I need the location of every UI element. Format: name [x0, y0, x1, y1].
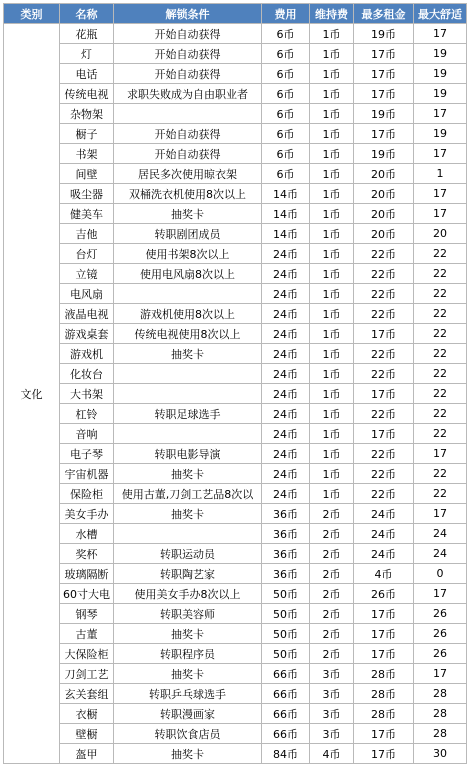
cost-cell: 6币 [262, 44, 310, 64]
max-rent-cell: 17币 [354, 424, 414, 444]
max-comfort-cell: 28 [414, 724, 467, 744]
category-cell: 文化 [4, 24, 60, 764]
max-comfort-cell: 24 [414, 544, 467, 564]
item-name-cell: 盔甲 [60, 744, 114, 764]
table-row [4, 684, 467, 704]
max-comfort-cell: 1 [414, 164, 467, 184]
cost-cell: 66币 [262, 704, 310, 724]
upkeep-cell: 1币 [310, 164, 354, 184]
table-row [4, 384, 467, 404]
unlock-condition-cell: 抽奖卡 [114, 204, 262, 224]
max-rent-cell: 20币 [354, 204, 414, 224]
upkeep-cell: 3币 [310, 724, 354, 744]
table-row [4, 484, 467, 504]
upkeep-cell: 2币 [310, 644, 354, 664]
unlock-condition-cell [114, 424, 262, 444]
table-row [4, 584, 467, 604]
max-comfort-cell: 17 [414, 504, 467, 524]
max-rent-cell: 22币 [354, 264, 414, 284]
max-rent-cell: 22币 [354, 484, 414, 504]
max-comfort-cell: 19 [414, 44, 467, 64]
item-name-cell: 化妆台 [60, 364, 114, 384]
item-name-cell: 玻璃隔断 [60, 564, 114, 584]
max-comfort-cell: 22 [414, 424, 467, 444]
cost-cell: 24币 [262, 264, 310, 284]
table-row [4, 84, 467, 104]
item-name-cell: 立镜 [60, 264, 114, 284]
item-name-cell: 美女手办 [60, 504, 114, 524]
max-comfort-cell: 22 [414, 324, 467, 344]
upkeep-cell: 1币 [310, 64, 354, 84]
max-rent-cell: 28币 [354, 704, 414, 724]
table-row [4, 264, 467, 284]
table-row [4, 304, 467, 324]
max-rent-cell: 22币 [354, 244, 414, 264]
unlock-condition-cell: 转职漫画家 [114, 704, 262, 724]
max-rent-cell: 22币 [354, 344, 414, 364]
table-row [4, 244, 467, 264]
upkeep-cell: 1币 [310, 344, 354, 364]
max-comfort-cell: 19 [414, 64, 467, 84]
cost-cell: 84币 [262, 744, 310, 764]
header-max-comfort: 最大舒适 [414, 4, 467, 24]
item-name-cell: 奖杯 [60, 544, 114, 564]
cost-cell: 24币 [262, 444, 310, 464]
max-comfort-cell: 17 [414, 144, 467, 164]
max-rent-cell: 22币 [354, 444, 414, 464]
cost-cell: 24币 [262, 344, 310, 364]
max-rent-cell: 17币 [354, 644, 414, 664]
cost-cell: 66币 [262, 664, 310, 684]
max-rent-cell: 26币 [354, 584, 414, 604]
cost-cell: 14币 [262, 204, 310, 224]
upkeep-cell: 1币 [310, 444, 354, 464]
cost-cell: 36币 [262, 504, 310, 524]
upkeep-cell: 1币 [310, 124, 354, 144]
max-comfort-cell: 20 [414, 224, 467, 244]
item-name-cell: 杠铃 [60, 404, 114, 424]
item-name-cell: 液晶电视 [60, 304, 114, 324]
upkeep-cell: 1币 [310, 244, 354, 264]
table-row [4, 464, 467, 484]
item-name-cell: 宇宙机器 [60, 464, 114, 484]
cost-cell: 50币 [262, 644, 310, 664]
unlock-condition-cell: 转职运动员 [114, 544, 262, 564]
max-comfort-cell: 26 [414, 624, 467, 644]
cost-cell: 6币 [262, 144, 310, 164]
upkeep-cell: 1币 [310, 464, 354, 484]
upkeep-cell: 1币 [310, 384, 354, 404]
item-name-cell: 钢琴 [60, 604, 114, 624]
upkeep-cell: 2币 [310, 544, 354, 564]
upkeep-cell: 1币 [310, 424, 354, 444]
item-name-cell: 书架 [60, 144, 114, 164]
table-row [4, 604, 467, 624]
upkeep-cell: 1币 [310, 364, 354, 384]
max-comfort-cell: 22 [414, 404, 467, 424]
unlock-condition-cell: 转职剧团成员 [114, 224, 262, 244]
table-row [4, 724, 467, 744]
item-name-cell: 60寸大电 [60, 584, 114, 604]
item-name-cell: 保险柜 [60, 484, 114, 504]
unlock-condition-cell: 抽奖卡 [114, 344, 262, 364]
item-name-cell: 水槽 [60, 524, 114, 544]
cost-cell: 6币 [262, 24, 310, 44]
cost-cell: 24币 [262, 484, 310, 504]
max-comfort-cell: 0 [414, 564, 467, 584]
table-row [4, 324, 467, 344]
max-comfort-cell: 28 [414, 704, 467, 724]
max-comfort-cell: 22 [414, 484, 467, 504]
unlock-condition-cell: 开始自动获得 [114, 64, 262, 84]
max-rent-cell: 19币 [354, 24, 414, 44]
item-name-cell: 台灯 [60, 244, 114, 264]
max-comfort-cell: 19 [414, 84, 467, 104]
max-rent-cell: 19币 [354, 144, 414, 164]
max-rent-cell: 28币 [354, 684, 414, 704]
cost-cell: 66币 [262, 684, 310, 704]
unlock-condition-cell: 转职饮食店员 [114, 724, 262, 744]
upkeep-cell: 2币 [310, 524, 354, 544]
unlock-condition-cell: 使用美女手办8次以上 [114, 584, 262, 604]
unlock-condition-cell: 抽奖卡 [114, 624, 262, 644]
table-row [4, 704, 467, 724]
table-row [4, 644, 467, 664]
table-row [4, 104, 467, 124]
upkeep-cell: 1币 [310, 224, 354, 244]
cost-cell: 24币 [262, 384, 310, 404]
cost-cell: 36币 [262, 564, 310, 584]
table-row [4, 284, 467, 304]
cost-cell: 50币 [262, 584, 310, 604]
cost-cell: 24币 [262, 424, 310, 444]
max-rent-cell: 17币 [354, 64, 414, 84]
max-comfort-cell: 30 [414, 744, 467, 764]
unlock-condition-cell [114, 284, 262, 304]
cost-cell: 24币 [262, 304, 310, 324]
max-comfort-cell: 17 [414, 444, 467, 464]
unlock-condition-cell: 居民多次使用晾衣架 [114, 164, 262, 184]
table-row [4, 744, 467, 764]
header-unlock-condition: 解锁条件 [114, 4, 262, 24]
max-rent-cell: 22币 [354, 284, 414, 304]
unlock-condition-cell: 转职陶艺家 [114, 564, 262, 584]
max-comfort-cell: 17 [414, 584, 467, 604]
item-name-cell: 电子琴 [60, 444, 114, 464]
max-comfort-cell: 17 [414, 104, 467, 124]
max-comfort-cell: 22 [414, 264, 467, 284]
table-row [4, 564, 467, 584]
max-comfort-cell: 19 [414, 124, 467, 144]
upkeep-cell: 1币 [310, 404, 354, 424]
unlock-condition-cell: 传统电视使用8次以上 [114, 324, 262, 344]
max-rent-cell: 22币 [354, 304, 414, 324]
header-cost: 费用 [262, 4, 310, 24]
unlock-condition-cell: 转职程序员 [114, 644, 262, 664]
max-comfort-cell: 22 [414, 244, 467, 264]
upkeep-cell: 1币 [310, 84, 354, 104]
header-upkeep: 维持费 [310, 4, 354, 24]
max-comfort-cell: 22 [414, 364, 467, 384]
cost-cell: 24币 [262, 404, 310, 424]
upkeep-cell: 3币 [310, 664, 354, 684]
max-comfort-cell: 22 [414, 344, 467, 364]
max-comfort-cell: 22 [414, 304, 467, 324]
upkeep-cell: 1币 [310, 264, 354, 284]
table-row [4, 544, 467, 564]
upkeep-cell: 2币 [310, 604, 354, 624]
table-row [4, 164, 467, 184]
item-name-cell: 电话 [60, 64, 114, 84]
unlock-condition-cell: 游戏机使用8次以上 [114, 304, 262, 324]
header-category: 类别 [4, 4, 60, 24]
upkeep-cell: 1币 [310, 44, 354, 64]
max-rent-cell: 17币 [354, 44, 414, 64]
unlock-condition-cell [114, 384, 262, 404]
table-row [4, 504, 467, 524]
table-row [4, 664, 467, 684]
header-max-rent: 最多租金 [354, 4, 414, 24]
unlock-condition-cell: 开始自动获得 [114, 24, 262, 44]
header-name: 名称 [60, 4, 114, 24]
unlock-condition-cell: 转职美容师 [114, 604, 262, 624]
cost-cell: 6币 [262, 64, 310, 84]
unlock-condition-cell: 转职乒乓球选手 [114, 684, 262, 704]
max-rent-cell: 20币 [354, 184, 414, 204]
max-comfort-cell: 22 [414, 284, 467, 304]
cost-cell: 24币 [262, 364, 310, 384]
max-comfort-cell: 17 [414, 184, 467, 204]
max-rent-cell: 17币 [354, 84, 414, 104]
unlock-condition-cell [114, 524, 262, 544]
cost-cell: 14币 [262, 224, 310, 244]
upkeep-cell: 1币 [310, 284, 354, 304]
table-row [4, 224, 467, 244]
max-rent-cell: 17币 [354, 124, 414, 144]
max-rent-cell: 17币 [354, 384, 414, 404]
item-name-cell: 间壁 [60, 164, 114, 184]
upkeep-cell: 1币 [310, 304, 354, 324]
furniture-table-container [3, 3, 467, 764]
max-comfort-cell: 22 [414, 464, 467, 484]
unlock-condition-cell: 抽奖卡 [114, 664, 262, 684]
upkeep-cell: 1币 [310, 204, 354, 224]
cost-cell: 14币 [262, 184, 310, 204]
table-row [4, 524, 467, 544]
upkeep-cell: 1币 [310, 484, 354, 504]
furniture-table [3, 3, 467, 764]
cost-cell: 6币 [262, 164, 310, 184]
unlock-condition-cell: 抽奖卡 [114, 744, 262, 764]
table-row [4, 364, 467, 384]
max-rent-cell: 20币 [354, 164, 414, 184]
unlock-condition-cell [114, 364, 262, 384]
max-rent-cell: 28币 [354, 664, 414, 684]
item-name-cell: 传统电视 [60, 84, 114, 104]
max-rent-cell: 17币 [354, 324, 414, 344]
table-row [4, 404, 467, 424]
max-rent-cell: 17币 [354, 744, 414, 764]
max-rent-cell: 24币 [354, 524, 414, 544]
unlock-condition-cell: 使用古董,刀剑工艺品8次以 [114, 484, 262, 504]
cost-cell: 24币 [262, 324, 310, 344]
cost-cell: 36币 [262, 544, 310, 564]
max-rent-cell: 24币 [354, 544, 414, 564]
unlock-condition-cell: 双桶洗衣机使用8次以上 [114, 184, 262, 204]
item-name-cell: 橱子 [60, 124, 114, 144]
item-name-cell: 吉他 [60, 224, 114, 244]
table-row [4, 204, 467, 224]
table-row [4, 144, 467, 164]
cost-cell: 36币 [262, 524, 310, 544]
upkeep-cell: 2币 [310, 504, 354, 524]
max-rent-cell: 17币 [354, 724, 414, 744]
max-comfort-cell: 17 [414, 664, 467, 684]
max-rent-cell: 17币 [354, 624, 414, 644]
item-name-cell: 古董 [60, 624, 114, 644]
unlock-condition-cell: 使用电风扇8次以上 [114, 264, 262, 284]
max-rent-cell: 24币 [354, 504, 414, 524]
table-row [4, 344, 467, 364]
item-name-cell: 刀剑工艺 [60, 664, 114, 684]
upkeep-cell: 3币 [310, 704, 354, 724]
item-name-cell: 杂物架 [60, 104, 114, 124]
table-row [4, 64, 467, 84]
table-row [4, 624, 467, 644]
unlock-condition-cell: 开始自动获得 [114, 44, 262, 64]
max-rent-cell: 22币 [354, 364, 414, 384]
max-comfort-cell: 26 [414, 644, 467, 664]
item-name-cell: 大书架 [60, 384, 114, 404]
table-row [4, 444, 467, 464]
upkeep-cell: 1币 [310, 24, 354, 44]
cost-cell: 6币 [262, 104, 310, 124]
max-comfort-cell: 22 [414, 384, 467, 404]
item-name-cell: 花瓶 [60, 24, 114, 44]
max-rent-cell: 4币 [354, 564, 414, 584]
cost-cell: 50币 [262, 624, 310, 644]
unlock-condition-cell: 开始自动获得 [114, 144, 262, 164]
item-name-cell: 大保险柜 [60, 644, 114, 664]
upkeep-cell: 1币 [310, 184, 354, 204]
unlock-condition-cell: 抽奖卡 [114, 504, 262, 524]
cost-cell: 6币 [262, 124, 310, 144]
table-row [4, 184, 467, 204]
max-rent-cell: 19币 [354, 104, 414, 124]
upkeep-cell: 2币 [310, 584, 354, 604]
max-comfort-cell: 26 [414, 604, 467, 624]
item-name-cell: 游戏机 [60, 344, 114, 364]
table-row [4, 124, 467, 144]
table-row [4, 44, 467, 64]
upkeep-cell: 1币 [310, 324, 354, 344]
upkeep-cell: 4币 [310, 744, 354, 764]
max-rent-cell: 20币 [354, 224, 414, 244]
max-rent-cell: 22币 [354, 404, 414, 424]
max-comfort-cell: 28 [414, 684, 467, 704]
cost-cell: 66币 [262, 724, 310, 744]
item-name-cell: 音响 [60, 424, 114, 444]
unlock-condition-cell: 抽奖卡 [114, 464, 262, 484]
item-name-cell: 衣橱 [60, 704, 114, 724]
item-name-cell: 健美车 [60, 204, 114, 224]
cost-cell: 6币 [262, 84, 310, 104]
unlock-condition-cell: 开始自动获得 [114, 124, 262, 144]
table-row [4, 24, 467, 44]
max-comfort-cell: 24 [414, 524, 467, 544]
max-comfort-cell: 17 [414, 204, 467, 224]
cost-cell: 24币 [262, 284, 310, 304]
unlock-condition-cell: 使用书架8次以上 [114, 244, 262, 264]
header-row [4, 4, 467, 24]
table-row [4, 424, 467, 444]
unlock-condition-cell: 转职足球选手 [114, 404, 262, 424]
upkeep-cell: 2币 [310, 624, 354, 644]
unlock-condition-cell [114, 104, 262, 124]
item-name-cell: 电风扇 [60, 284, 114, 304]
max-rent-cell: 17币 [354, 604, 414, 624]
item-name-cell: 灯 [60, 44, 114, 64]
cost-cell: 24币 [262, 244, 310, 264]
upkeep-cell: 1币 [310, 104, 354, 124]
cost-cell: 50币 [262, 604, 310, 624]
item-name-cell: 吸尘器 [60, 184, 114, 204]
max-rent-cell: 22币 [354, 464, 414, 484]
upkeep-cell: 2币 [310, 564, 354, 584]
max-comfort-cell: 17 [414, 24, 467, 44]
table-body [4, 24, 467, 764]
upkeep-cell: 1币 [310, 144, 354, 164]
unlock-condition-cell: 求职失败成为自由职业者 [114, 84, 262, 104]
upkeep-cell: 3币 [310, 684, 354, 704]
cost-cell: 24币 [262, 464, 310, 484]
item-name-cell: 壁橱 [60, 724, 114, 744]
item-name-cell: 游戏桌套 [60, 324, 114, 344]
item-name-cell: 玄关套组 [60, 684, 114, 704]
unlock-condition-cell: 转职电影导演 [114, 444, 262, 464]
